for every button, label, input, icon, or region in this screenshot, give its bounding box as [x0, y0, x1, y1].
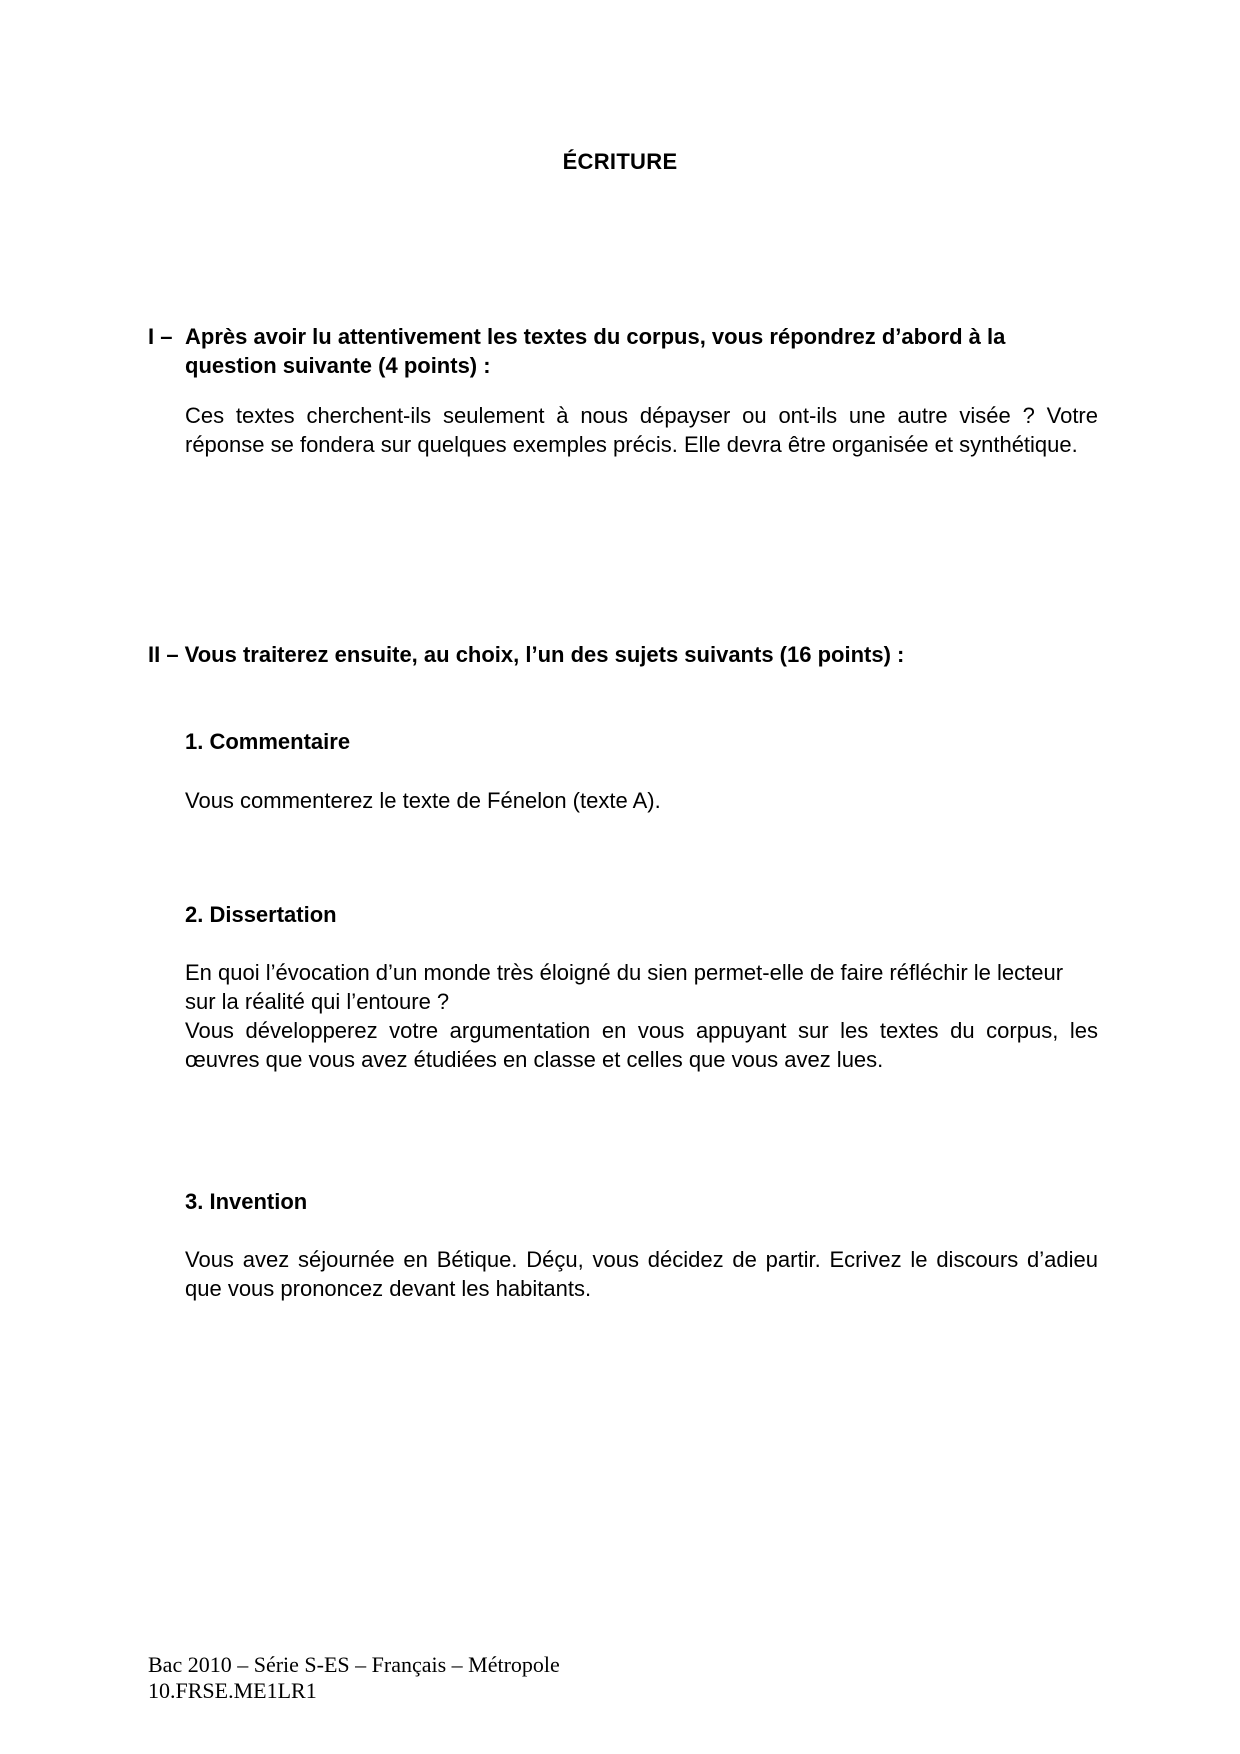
part-one	[148, 322, 1098, 459]
part-one-number: I –	[148, 324, 173, 349]
subject-dissertation-question: En quoi l’évocation d’un monde très éloigné du sien permet-elle de faire réfléchir le lecteur sur la réalité qui l’entoure ?	[185, 960, 1064, 1014]
part-one-heading	[148, 322, 1098, 380]
page-title: ÉCRITURE	[562, 149, 678, 174]
subject-commentaire-body: Vous commenterez le texte de Fénelon (texte A).	[185, 788, 661, 813]
subject-dissertation-instructions: Vous développerez votre argumentation en vous appuyant sur les textes du corpus, les œuvres que vous avez étudiées en classe et celles que vous avez lues.	[185, 1018, 1098, 1072]
subject-commentaire-title: 1. Commentaire	[185, 729, 351, 754]
part-one-heading-text: Après avoir lu attentivement les textes du corpus, vous répondrez d’abord à la question suivante (4 points) :	[185, 324, 1006, 378]
subject-invention-body: Vous avez séjournée en Bétique. Déçu, vous décidez de partir. Ecrivez le discours d’adieu que vous prononcez devant les habitants.	[185, 1247, 1098, 1301]
subject-invention-title: 3. Invention	[185, 1189, 308, 1214]
footer-code-line: 10.FRSE.ME1LR1	[148, 1678, 317, 1703]
part-two	[148, 640, 1098, 669]
part-one-question: Ces textes cherchent-ils seulement à nous dépayser ou ont-ils une autre visée ? Votre réponse se fondera sur quelques exemples précis. Elle devra être organisée et synthétique.	[185, 403, 1098, 457]
page-footer	[148, 1652, 560, 1704]
subject-dissertation-body	[185, 958, 1098, 1074]
subject-dissertation-title: 2. Dissertation	[185, 902, 337, 927]
part-two-heading: II – Vous traiterez ensuite, au choix, l’un des sujets suivants (16 points) :	[148, 642, 905, 667]
footer-exam-line: Bac 2010 – Série S-ES – Français – Métropole	[148, 1652, 560, 1677]
